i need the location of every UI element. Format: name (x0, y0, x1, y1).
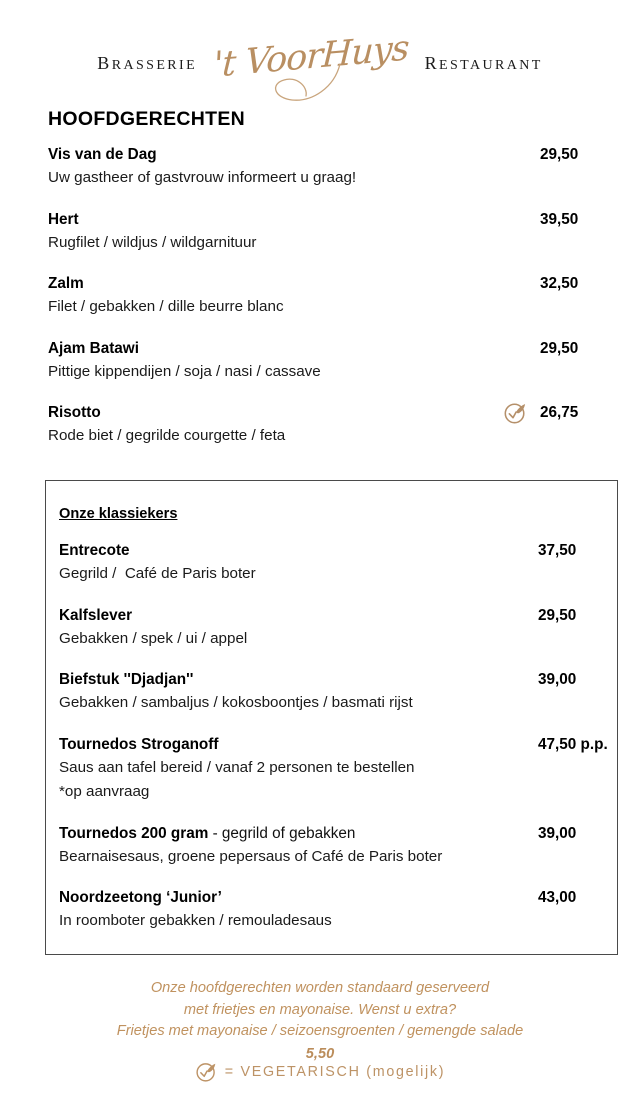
menu-item-header (48, 340, 608, 358)
menu-item-description: Gebakken / spek / ui / appel (59, 629, 248, 647)
brand-logo (0, 28, 640, 90)
menu-item (48, 211, 608, 254)
menu-item-price: 32,50 (540, 275, 579, 293)
menu-item-header (59, 671, 607, 689)
menu-item-price: 29,50 (540, 146, 579, 163)
main-dishes-list (48, 146, 608, 447)
footer-note (0, 978, 640, 1065)
brand-script-name: 't VoorHuys (212, 28, 410, 86)
menu-item-header (48, 404, 608, 422)
menu-item-name: Vis van de Dag (48, 146, 157, 163)
menu-item (59, 607, 607, 650)
menu-item-price: 47,50 p.p. (538, 735, 608, 753)
footer-line-2: met frietjes en mayonaise. Wenst u extra? (183, 1001, 457, 1018)
menu-item-description: Bearnaisesaus, groene pepersaus of Café de Paris boter (59, 847, 443, 865)
menu-item-header (59, 542, 607, 560)
menu-item-price: 26,75 (540, 404, 579, 422)
menu-item-header (59, 736, 607, 754)
menu-item-description: Saus aan tafel bereid / vanaf 2 personen te bestellen (59, 758, 415, 776)
menu-item-price: 37,50 (538, 542, 577, 559)
menu-item-name: Ajam Batawi (48, 339, 139, 357)
menu-item-name: Noordzeetong ‘Junior’ (59, 889, 222, 907)
menu-item-price: 43,00 (538, 889, 577, 907)
menu-item-header (48, 211, 608, 229)
menu-item (59, 825, 607, 868)
menu-item-header (59, 607, 607, 625)
menu-item-description: Pittige kippendijen / soja / nasi / cassave (48, 362, 321, 380)
menu-item (59, 736, 607, 803)
menu-item-name: Entrecote (59, 542, 130, 559)
vegetarian-legend-text: = VEGETARISCH (mogelijk) (224, 1063, 446, 1080)
menu-item-price: 39,50 (540, 210, 579, 228)
menu-item-description: Rugfilet / wildjus / wildgarnituur (48, 233, 257, 251)
menu-item-price: 29,50 (538, 606, 577, 624)
classics-heading: Onze klassiekers (59, 506, 178, 522)
menu-item-description: Gebakken / sambaljus / kokosboontjes / basmati rijst (59, 694, 413, 712)
menu-item-description: Rode biet / gegrilde courgette / feta (48, 427, 286, 445)
menu-item (48, 146, 608, 189)
menu-item-description: Filet / gebakken / dille beurre blanc (48, 298, 284, 316)
menu-item-name: Zalm (48, 275, 84, 293)
menu-item-name: Risotto (48, 404, 101, 422)
menu-item-name: Tournedos 200 gram (59, 824, 209, 842)
vegetarian-legend (0, 1060, 640, 1083)
vegetarian-leaf-check-icon (195, 1060, 218, 1083)
menu-item (59, 671, 607, 714)
menu-item-name-suffix: - gegrild of gebakken (208, 824, 356, 842)
brand-left-word: brasserie (97, 48, 198, 75)
menu-item-header (59, 825, 607, 843)
menu-item (59, 542, 607, 585)
menu-item-description: Uw gastheer of gastvrouw informeert u graag! (48, 169, 357, 186)
classics-section-box (45, 480, 618, 955)
menu-item-price: 39,00 (538, 824, 577, 842)
menu-item-name: Tournedos Stroganoff (59, 735, 219, 753)
menu-item-description: Gegrild / Café de Paris boter (59, 565, 256, 582)
classics-list (59, 505, 607, 932)
menu-item-header (48, 146, 608, 164)
footer-extra-price: 5,50 (305, 1045, 335, 1062)
menu-item-header (59, 889, 607, 907)
menu-item-name: Hert (48, 210, 79, 228)
menu-item (48, 340, 608, 383)
menu-item-description: In roomboter gebakken / remouladesaus (59, 912, 332, 930)
menu-item-description-secondary: *op aanvraag (59, 783, 150, 801)
footer-line-1: Onze hoofdgerechten worden standaard geserveerd (150, 980, 490, 996)
footer-line-3: Frietjes met mayonaise / seizoensgroenten / gemengde salade (116, 1023, 524, 1040)
menu-item-header (48, 275, 608, 293)
menu-item-name: Kalfslever (59, 606, 133, 624)
menu-item (48, 275, 608, 318)
menu-item (48, 404, 608, 447)
page-title: HOOFDGERECHTEN (48, 108, 246, 130)
menu-item (59, 889, 607, 932)
menu-item-price: 39,00 (538, 671, 577, 689)
vegetarian-leaf-check-icon (503, 400, 528, 425)
brand-right-word: restaurant (424, 48, 543, 75)
menu-item-name: Biefstuk ''Djadjan'' (59, 671, 194, 689)
menu-item-price: 29,50 (540, 339, 579, 357)
